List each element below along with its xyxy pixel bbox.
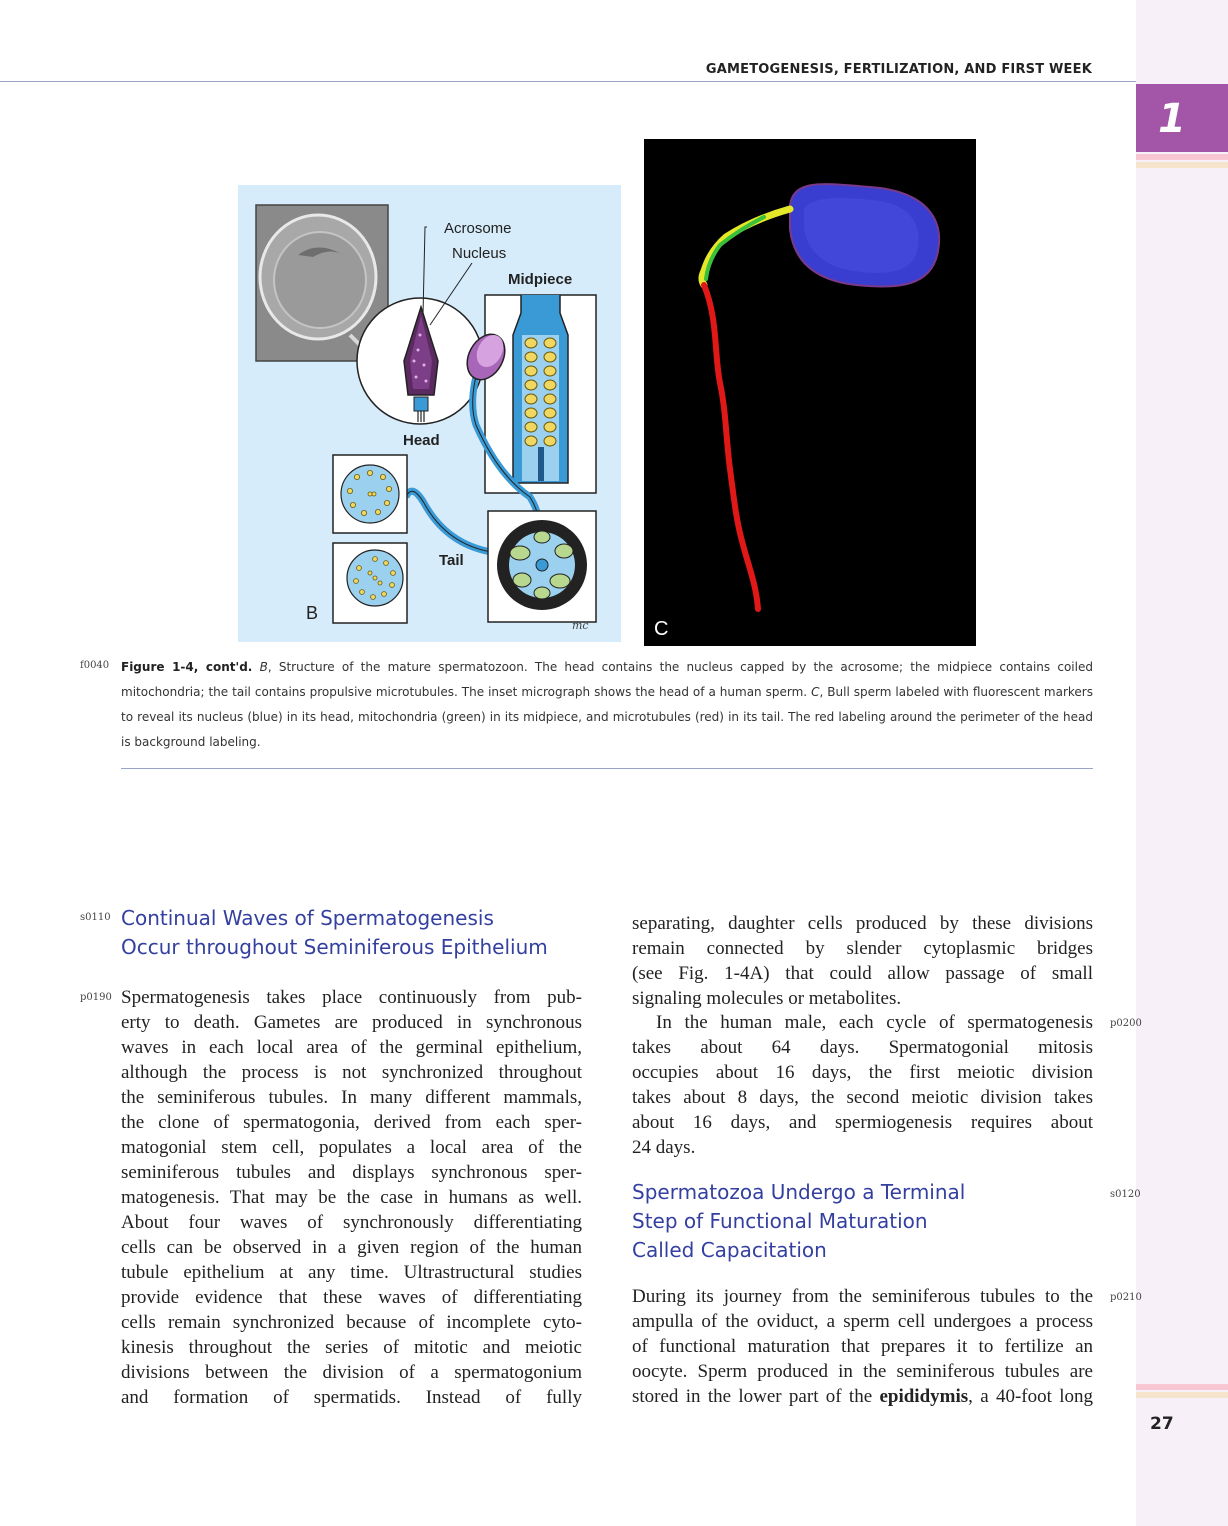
section1-title-line: Occur throughout Seminiferous Epithelium (121, 935, 548, 959)
page-stripe-peach (1136, 1392, 1228, 1398)
text-line: occupies about 16 days, the first meiotic division (632, 1062, 1093, 1083)
artist-signature: mc (572, 619, 589, 632)
para-p0200-tag: p0200 (1110, 1018, 1142, 1029)
text-line: waves in each local area of the germinal epithelium, (121, 1037, 582, 1058)
figure-panel-c (644, 139, 976, 646)
text-line: (see Fig. 1-4A) that could allow passage of small (632, 963, 1093, 984)
caption-c-letter: C (811, 685, 820, 699)
midpiece-label: Midpiece (508, 271, 573, 288)
paragraph-p0200 (632, 1010, 1093, 1160)
section2-title-line: Called Capacitation (632, 1238, 827, 1262)
text-line: the clone of spermatogonia, derived from each sper- (121, 1112, 582, 1133)
chapter-stripe-peach (1136, 162, 1228, 168)
chapter-stripe-pink (1136, 154, 1228, 160)
section1-tag: s0110 (80, 912, 111, 923)
nucleus-label: Nucleus (452, 245, 507, 262)
text-line: remain connected by slender cytoplasmic bridges (632, 938, 1093, 959)
page-number: 27 (1150, 1414, 1174, 1434)
key-term: epididymis (879, 1386, 969, 1407)
section1-heading (121, 904, 548, 962)
paragraph-p0210 (632, 1284, 1093, 1409)
text-line: cells remain synchronized because of incomplete cyto- (121, 1312, 582, 1333)
text-line: the seminiferous tubules. In many different mammals, (121, 1087, 582, 1108)
tail-label: Tail (439, 552, 464, 569)
acrosome-label: Acrosome (444, 220, 512, 237)
text-line: separating, daughter cells produced by these divisions (632, 913, 1093, 934)
text-line: provide evidence that these waves of differentiating (121, 1287, 582, 1308)
paragraph-p0190-continued (632, 911, 1093, 1011)
section2-heading (632, 1178, 965, 1265)
figure-caption (121, 655, 1093, 755)
text-line: takes about 64 days. Spermatogonial mitosis (632, 1037, 1093, 1058)
text-line: During its journey from the seminiferous tubules to the (632, 1286, 1093, 1307)
text-line: In the human male, each cycle of spermatogenesis (656, 1012, 1093, 1033)
text-line: erty to death. Gametes are produced in synchronous (121, 1012, 582, 1033)
text-line: of functional maturation that prepares it to fertilize an (632, 1336, 1093, 1357)
caption-rule (121, 768, 1093, 769)
caption-b-letter: B (259, 660, 268, 674)
text-run: stored in the lower part of the (632, 1386, 880, 1407)
panel-b-letter: B (306, 603, 319, 623)
page-stripe-pink (1136, 1384, 1228, 1390)
text-line: 24 days. (632, 1137, 696, 1158)
text-line: and formation of spermatids. Instead of fully (121, 1387, 582, 1408)
text-run: , a 40-foot long (968, 1386, 1093, 1407)
chapter-number: 1 (1158, 96, 1186, 142)
chapter-side-tab (1136, 0, 1228, 1526)
text-line: tubule epithelium at any time. Ultrastructural studies (121, 1262, 582, 1283)
figure-tag: f0040 (80, 660, 110, 671)
running-head: GAMETOGENESIS, FERTILIZATION, AND FIRST WEEK (705, 62, 1092, 77)
text-line: matogonial stem cell, populates a local area of the (121, 1137, 582, 1158)
section2-tag: s0120 (1110, 1189, 1141, 1200)
header-rule (0, 81, 1136, 82)
text-line: ampulla of the oviduct, a sperm cell undergoes a process (632, 1311, 1093, 1332)
section1-title-line: Continual Waves of Spermatogenesis (121, 906, 494, 930)
text-line: although the process is not synchronized throughout (121, 1062, 582, 1083)
text-line: oocyte. Sperm produced in the seminiferous tubules are (632, 1361, 1093, 1382)
figure-panel-b (238, 185, 621, 642)
paragraph-p0190 (121, 985, 582, 1410)
text-line: cells can be observed in a given region of the human (121, 1237, 582, 1258)
para-p0190-tag: p0190 (80, 992, 112, 1003)
para-p0210-tag: p0210 (1110, 1292, 1142, 1303)
head-label: Head (403, 432, 440, 449)
section2-title-line: Spermatozoa Undergo a Terminal (632, 1180, 966, 1204)
caption-label: Figure 1-4, cont'd. (121, 660, 253, 674)
panel-c-letter: C (654, 618, 669, 640)
text-line: about 16 days, and spermiogenesis requires about (632, 1112, 1093, 1133)
text-line: signaling molecules or metabolites. (632, 988, 902, 1009)
text-line: kinesis throughout the series of mitotic and meiotic (121, 1337, 582, 1358)
text-line: About four waves of synchronously differentiating (121, 1212, 582, 1233)
text-line: seminiferous tubules and displays synchronous sper- (121, 1162, 582, 1183)
text-line: matogenesis. That may be the case in humans as well. (121, 1187, 582, 1208)
section2-title-line: Step of Functional Maturation (632, 1209, 928, 1233)
text-line: divisions between the division of a spermatogonium (121, 1362, 582, 1383)
text-line: Spermatogenesis takes place continuously from pub- (121, 987, 582, 1008)
caption-c-text: , Bull sperm labeled with fluorescent markers to reveal its nucleus (blue) in its head, mitochondria (green) in its midpiece, and microtubules (red) in its tail. The red labeling around the perimeter of the head is background labeling. (121, 685, 1093, 749)
caption-b-text: , Structure of the mature spermatozoon. The head contains the nucleus capped by the acrosome; the midpiece contains coiled mitochondria; the tail contains propulsive microtubules. The inset micrograph shows the head of a human sperm. (121, 660, 1093, 699)
text-line: takes about 8 days, the second meiotic division takes (632, 1087, 1093, 1108)
text-line (632, 1384, 1093, 1409)
